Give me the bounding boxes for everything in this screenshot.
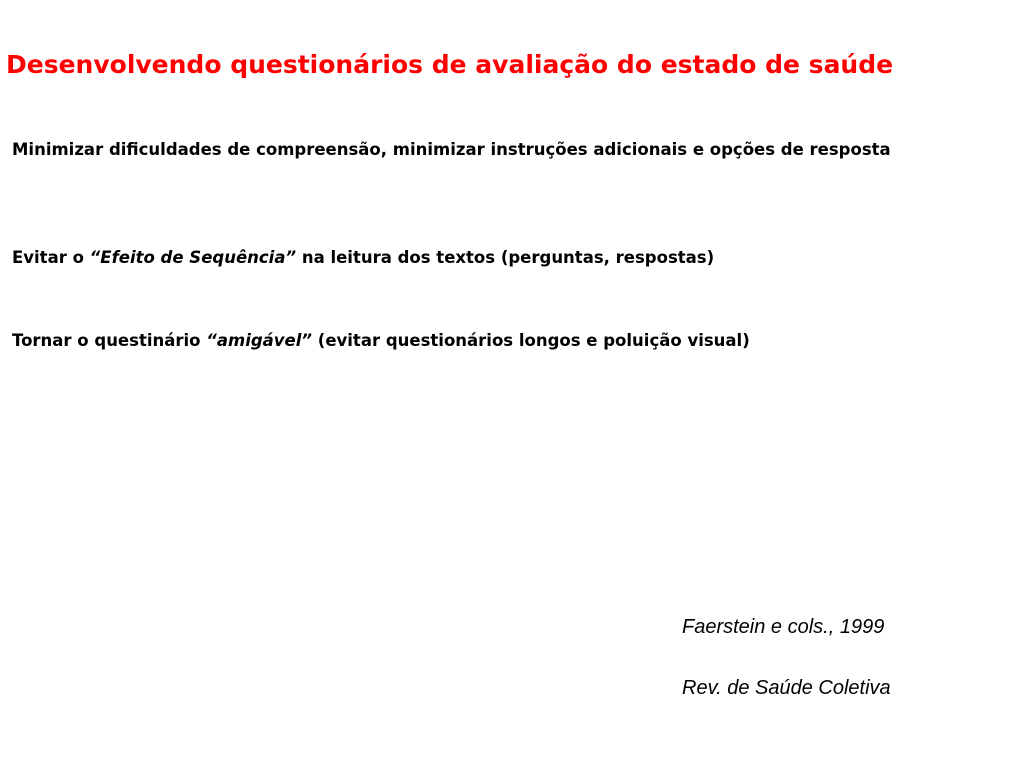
bullet-suffix: na leitura dos textos (perguntas, respostas) (296, 248, 715, 267)
reference-journal: Rev. de Saúde Coletiva (682, 677, 891, 699)
bullet-prefix: Evitar o (12, 248, 90, 267)
reference-author: Faerstein e cols., 1999 (682, 616, 885, 638)
bullet-suffix: (evitar questionários longos e poluição visual) (312, 331, 750, 350)
bullet-comprehension: Minimizar dificuldades de compreensão, minimizar instruções adicionais e opções de resposta (12, 140, 891, 159)
bullet-emphasis: “Efeito de Sequência” (89, 248, 297, 267)
bullet-sequence-effect (12, 244, 972, 271)
slide-title: Desenvolvendo questionários de avaliação do estado de saúde (6, 50, 894, 79)
bullet-prefix: Tornar o questinário (12, 331, 207, 350)
bullet-emphasis: “amigável” (206, 331, 313, 350)
bullet-friendly-questionnaire (12, 327, 972, 354)
